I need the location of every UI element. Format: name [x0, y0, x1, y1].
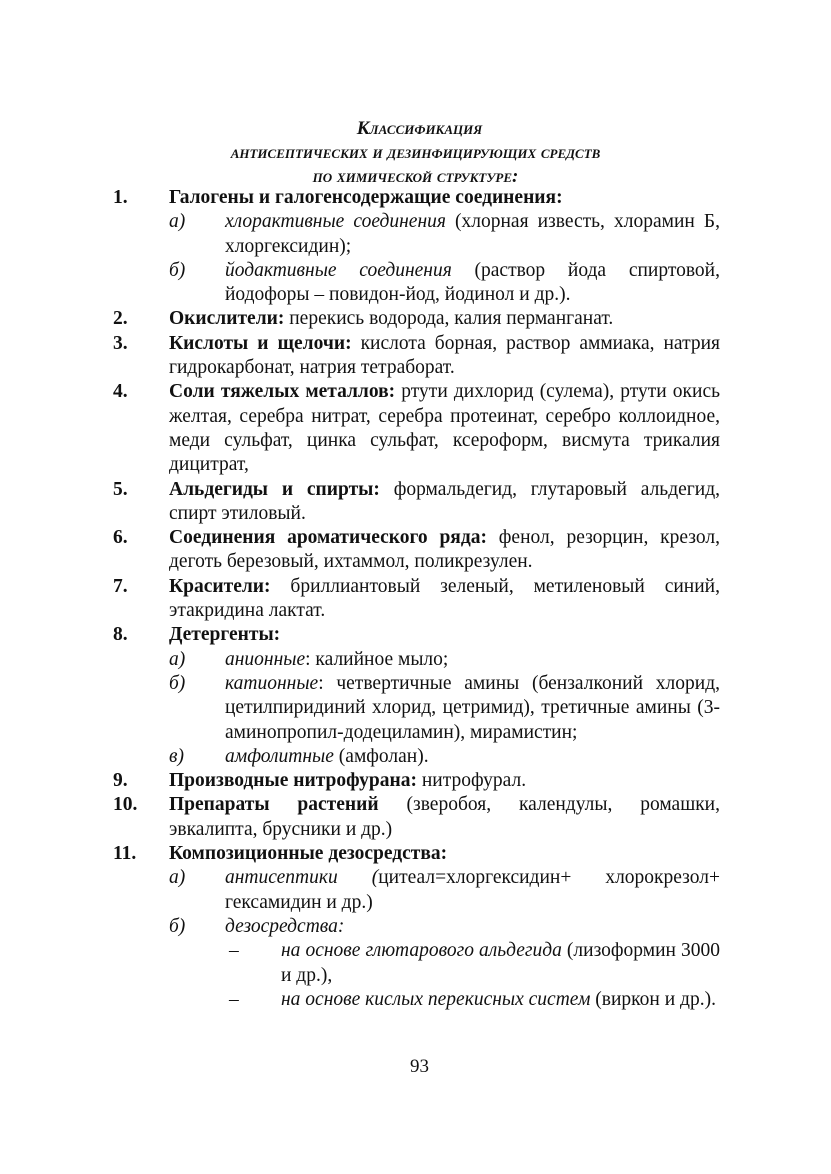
sub-sub-item: [113, 988, 720, 1012]
list-item: [113, 307, 720, 331]
sub-text: : четвертичные амины (бензалконий хлорид, цетилпиридиний хлорид, цетримид), третичные амины (3-аминопропил-додециламин), мирамистин;: [225, 672, 720, 743]
list-item: [113, 478, 720, 527]
sub-label: б): [169, 915, 186, 937]
item-number: 3.: [113, 332, 128, 354]
item-number: 10.: [113, 794, 138, 816]
item-text: ртути дихлорид (сулема), ртути окись желтая, серебра нитрат, серебра протеинат, серебро коллоидное, меди сульфат, цинка сульфат, ксероформ, висмута трикалия дицитрат,: [169, 381, 721, 476]
list-item: [113, 186, 720, 210]
item-text: перекись водорода, калия перманганат.: [284, 308, 614, 330]
item-heading: Композиционные дезосредства:: [169, 843, 448, 865]
item-heading: Детергенты:: [169, 624, 281, 646]
item-number: 7.: [113, 575, 128, 597]
sub-text: (хлорная известь, хлорамин Б, хлоргексидин);: [225, 211, 720, 257]
sub-term: катионные: [225, 672, 319, 694]
item-heading: Препараты растений: [169, 794, 379, 816]
item-heading: Соединения ароматического ряда:: [169, 527, 487, 549]
item-heading: Галогены и галогенсодержащие соединения:: [169, 187, 563, 208]
sub-sub-item: [113, 939, 720, 988]
item-heading: Производные нитрофурана:: [169, 770, 417, 792]
sub-item: [113, 672, 720, 745]
item-heading: Соли тяжелых металлов:: [169, 381, 396, 403]
item-text: нитрофурал.: [417, 770, 527, 792]
dash-marker: –: [229, 940, 239, 962]
sub-item: [113, 915, 720, 939]
sub-text: : калийное мыло;: [305, 648, 449, 670]
classification-list: [113, 186, 720, 1012]
sub-text: (раствор йода спиртовой, йодофоры – повидон-йод, йодинол и др.).: [225, 259, 720, 306]
item-number: 4.: [113, 381, 128, 403]
item-text: формальдегид, глутаровый альдегид, спирт этиловый.: [169, 478, 720, 524]
sub-item: [113, 648, 720, 672]
sub-term: анионные: [225, 648, 306, 670]
item-text: кислота борная, раствор аммиака, натрия гидрокарбонат, натрия тетраборат.: [169, 332, 720, 379]
page-number: 93: [410, 1056, 429, 1077]
sub-label: а): [169, 867, 186, 889]
list-item: [113, 526, 720, 575]
sub-item: [113, 866, 720, 915]
sub-term: на основе кислых перекисных систем: [281, 988, 591, 1010]
sub-text: (амфолан).: [333, 745, 429, 767]
sub-term: дезосредства:: [225, 915, 345, 937]
item-number: 1.: [113, 187, 128, 208]
sub-label: а): [169, 648, 186, 670]
item-heading: Окислители:: [169, 308, 285, 330]
dash-marker: –: [229, 988, 239, 1010]
list-item: [113, 623, 720, 647]
item-number: 5.: [113, 478, 128, 500]
sub-item: [113, 745, 720, 769]
item-number: 8.: [113, 624, 128, 646]
sub-term: амфолитные: [225, 745, 334, 767]
sub-label: б): [169, 259, 186, 281]
title-line-3: по химической структуре:: [312, 166, 519, 187]
sub-item: [113, 210, 720, 259]
title-line-1: Классификация: [356, 118, 483, 139]
sub-text: цитеал=хлоргексидин+ хлорокрезол+ гексамидин и др.): [225, 867, 720, 913]
item-number: 6.: [113, 527, 128, 549]
list-item: [113, 575, 720, 624]
list-item: [113, 332, 720, 381]
item-heading: Красители:: [169, 575, 271, 597]
sub-item: [113, 259, 720, 308]
sub-term: на основе глютарового альдегида: [281, 940, 562, 962]
item-heading: Альдегиды и спирты:: [169, 478, 380, 500]
sub-term: антисептики (: [225, 867, 379, 889]
list-item: [113, 769, 720, 793]
sub-label: в): [169, 745, 184, 767]
list-item: [113, 842, 720, 866]
item-heading: Кислоты и щелочи:: [169, 332, 352, 354]
item-text: бриллиантовый зеленый, метиленовый синий, этакридина лактат.: [169, 575, 720, 622]
item-number: 9.: [113, 770, 128, 792]
sub-term: йодактивные соединения: [225, 259, 452, 281]
item-number: 11.: [113, 843, 137, 865]
sub-term: хлорактивные соединения: [225, 211, 446, 233]
sub-label: б): [169, 672, 186, 694]
title-line-2: антисептических и дезинфицирующих средств: [230, 142, 601, 163]
sub-text: (лизоформин 3000 и др.),: [281, 940, 720, 986]
list-item: [113, 793, 720, 842]
sub-text: (виркон и др.).: [590, 988, 716, 1010]
list-item: [113, 380, 720, 477]
sub-label: а): [169, 211, 186, 233]
item-text: (зверобоя, календулы, ромашки, эвкалипта, брусники и др.): [169, 794, 720, 840]
item-number: 2.: [113, 308, 128, 330]
item-text: фенол, резорцин, крезол, деготь березовый, ихтаммол, поликрезулен.: [169, 527, 720, 573]
